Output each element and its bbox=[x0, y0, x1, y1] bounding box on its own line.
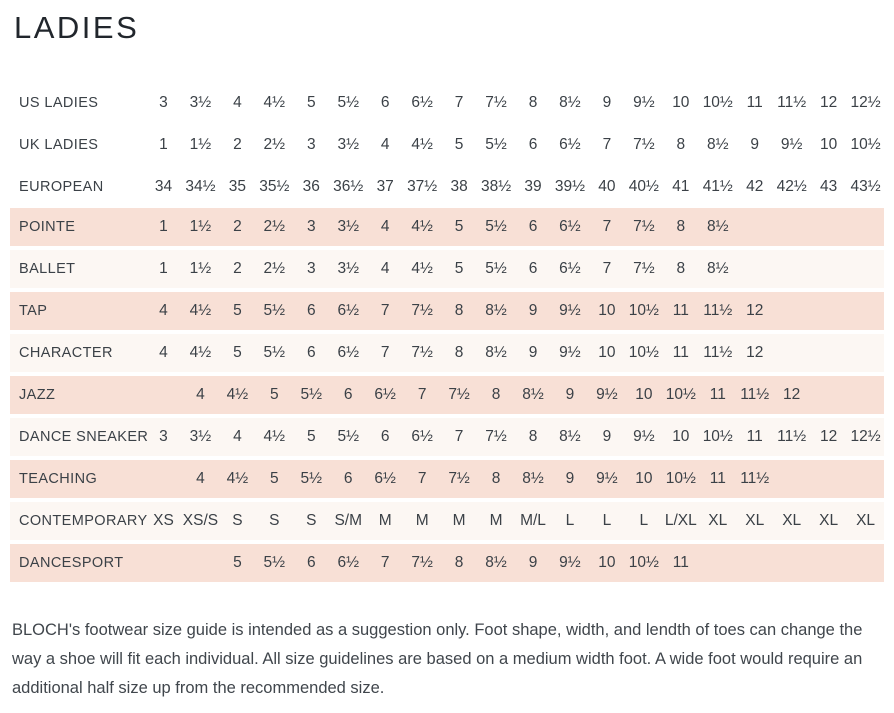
size-cell: 7½ bbox=[448, 386, 470, 403]
size-cell: 5 bbox=[454, 218, 464, 235]
size-cell: XL bbox=[819, 512, 839, 529]
size-cell: 5½ bbox=[337, 428, 360, 445]
size-cell: 11½ bbox=[740, 470, 770, 487]
size-cell: 8 bbox=[528, 94, 538, 111]
size-cell: 6½ bbox=[559, 136, 581, 153]
size-cell: 9 bbox=[565, 386, 575, 403]
size-cell: 2 bbox=[233, 260, 242, 277]
size-cell: 6½ bbox=[374, 386, 396, 403]
size-cell: 4 bbox=[159, 344, 168, 361]
size-cell: 8 bbox=[528, 428, 538, 445]
size-cell: 3½ bbox=[337, 218, 360, 235]
size-cell: 12 bbox=[820, 428, 838, 445]
size-cell: 5½ bbox=[300, 386, 323, 403]
size-cell: M bbox=[378, 512, 392, 529]
size-cell: 3½ bbox=[189, 428, 212, 445]
size-cell: 35½ bbox=[259, 178, 290, 195]
row-label: TAP bbox=[19, 303, 48, 319]
size-cell: 10 bbox=[820, 136, 838, 153]
size-cell: 6½ bbox=[411, 428, 433, 445]
size-cell: L bbox=[602, 512, 612, 529]
size-cell: 9 bbox=[528, 344, 538, 361]
size-cell: 7½ bbox=[485, 428, 507, 445]
table-row bbox=[10, 124, 884, 166]
size-cell: 8½ bbox=[559, 94, 581, 111]
size-cell: 6½ bbox=[337, 344, 360, 361]
size-cell: 40½ bbox=[628, 178, 659, 195]
size-cell: 8½ bbox=[706, 136, 729, 153]
size-cell: L bbox=[639, 512, 649, 529]
size-cell: 9½ bbox=[559, 302, 581, 319]
size-cell: 7½ bbox=[411, 344, 433, 361]
size-cell: 7½ bbox=[448, 470, 470, 487]
row-label: CHARACTER bbox=[19, 345, 113, 361]
size-cell: 10 bbox=[598, 344, 616, 361]
size-cell: 12½ bbox=[850, 94, 881, 111]
size-cell: 4 bbox=[233, 428, 242, 445]
size-cell: 4½ bbox=[263, 428, 286, 445]
size-cell: S bbox=[232, 512, 243, 529]
row-label: DANCE SNEAKER bbox=[19, 429, 149, 445]
size-cell: 8 bbox=[454, 554, 464, 571]
size-cell: 7½ bbox=[411, 554, 433, 571]
size-cell: 36 bbox=[302, 178, 320, 195]
table-row bbox=[10, 292, 884, 330]
row-label: POINTE bbox=[19, 219, 76, 235]
size-cell: 9½ bbox=[559, 344, 581, 361]
size-cell: 6 bbox=[528, 218, 538, 235]
size-cell: 6 bbox=[343, 386, 353, 403]
size-cell: 9½ bbox=[559, 554, 581, 571]
size-cell: 39 bbox=[524, 178, 542, 195]
row-label: TEACHING bbox=[19, 471, 98, 487]
size-cell: 10 bbox=[672, 94, 690, 111]
size-cell: 7 bbox=[602, 260, 612, 277]
size-cell: 4 bbox=[380, 218, 390, 235]
size-cell: 5 bbox=[233, 302, 242, 319]
size-cell: 8½ bbox=[706, 260, 729, 277]
size-cell: 9½ bbox=[596, 386, 618, 403]
size-cell: 8½ bbox=[485, 344, 507, 361]
size-cell: 1 bbox=[159, 136, 168, 153]
size-cell: S/M bbox=[334, 512, 363, 529]
size-cell: 1 bbox=[159, 218, 168, 235]
size-cell: 4½ bbox=[189, 344, 212, 361]
size-cell: 6 bbox=[306, 344, 316, 361]
size-cell: 34 bbox=[154, 178, 173, 195]
table-row bbox=[10, 82, 884, 124]
size-cell: 7½ bbox=[633, 136, 655, 153]
size-cell: 7 bbox=[454, 428, 464, 445]
size-cell: 7 bbox=[602, 136, 612, 153]
size-cell: 8½ bbox=[522, 386, 544, 403]
size-cell: 9½ bbox=[780, 136, 803, 153]
size-cell: 5 bbox=[233, 344, 242, 361]
size-cell: 5½ bbox=[263, 302, 286, 319]
size-cell: 3½ bbox=[337, 260, 360, 277]
size-cell: 4 bbox=[380, 136, 390, 153]
size-cell: 6½ bbox=[337, 302, 360, 319]
table-row bbox=[10, 460, 884, 498]
size-cell: 10 bbox=[635, 470, 653, 487]
size-cell: 4 bbox=[233, 94, 242, 111]
page-title: LADIES bbox=[14, 10, 140, 45]
size-cell: 4½ bbox=[226, 386, 249, 403]
size-cell: 6 bbox=[528, 136, 538, 153]
size-cell: 3 bbox=[306, 260, 316, 277]
size-cell: 5 bbox=[306, 428, 316, 445]
size-cell: 2½ bbox=[263, 136, 286, 153]
size-cell: XS/S bbox=[182, 512, 219, 529]
size-cell: 42 bbox=[746, 178, 764, 195]
size-cell: 3 bbox=[159, 94, 168, 111]
size-cell: 5½ bbox=[485, 260, 507, 277]
size-cell: 6 bbox=[306, 302, 316, 319]
size-cell: 10 bbox=[672, 428, 690, 445]
size-cell: 8½ bbox=[706, 218, 729, 235]
size-cell: 12 bbox=[820, 94, 838, 111]
table-row bbox=[10, 502, 884, 540]
size-cell: 37 bbox=[376, 178, 394, 195]
size-cell: 10½ bbox=[665, 386, 696, 403]
size-cell: XL bbox=[782, 512, 802, 529]
table-row bbox=[10, 166, 884, 208]
size-cell: 9 bbox=[602, 428, 612, 445]
size-cell: 4½ bbox=[263, 94, 286, 111]
size-cell: 5 bbox=[233, 554, 242, 571]
size-cell: 6 bbox=[380, 94, 390, 111]
size-cell: M bbox=[415, 512, 429, 529]
size-cell: M/L bbox=[520, 512, 546, 529]
size-cell: 43½ bbox=[850, 178, 881, 195]
size-cell: XL bbox=[708, 512, 728, 529]
size-cell: 5 bbox=[270, 386, 279, 403]
size-cell: 38½ bbox=[480, 178, 512, 195]
size-cell: 12½ bbox=[850, 428, 881, 445]
table-row bbox=[10, 334, 884, 372]
size-cell: 10½ bbox=[850, 136, 881, 153]
size-cell: 8½ bbox=[559, 428, 581, 445]
row-label: US LADIES bbox=[19, 95, 99, 111]
size-cell: 11½ bbox=[740, 386, 770, 403]
size-cell: 11 bbox=[709, 470, 726, 487]
size-cell: 8 bbox=[491, 470, 501, 487]
size-cell: 9½ bbox=[633, 428, 655, 445]
size-cell: 5½ bbox=[300, 470, 323, 487]
size-cell: 11 bbox=[672, 554, 689, 571]
size-cell: 10½ bbox=[702, 428, 733, 445]
size-cell: 6 bbox=[343, 470, 353, 487]
size-cell: 12 bbox=[746, 344, 764, 361]
size-cell: 4½ bbox=[411, 260, 433, 277]
size-cell: 11 bbox=[746, 428, 763, 445]
size-cell: 43 bbox=[820, 178, 838, 195]
size-cell: 9 bbox=[602, 94, 612, 111]
size-cell: 6½ bbox=[411, 94, 433, 111]
size-cell: 7 bbox=[417, 470, 427, 487]
size-cell: 7½ bbox=[411, 302, 433, 319]
size-cell: 6½ bbox=[559, 260, 581, 277]
size-cell: 7 bbox=[380, 344, 390, 361]
row-label: EUROPEAN bbox=[19, 179, 104, 195]
size-cell: 10½ bbox=[628, 302, 659, 319]
size-cell: S bbox=[306, 512, 317, 529]
size-cell: 11½ bbox=[777, 94, 807, 111]
size-cell: 37½ bbox=[407, 178, 438, 195]
size-cell: 10 bbox=[598, 554, 616, 571]
size-cell: 4½ bbox=[189, 302, 212, 319]
size-cell: 9½ bbox=[596, 470, 618, 487]
row-label: UK LADIES bbox=[19, 137, 99, 153]
size-cell: 40 bbox=[598, 178, 616, 195]
size-cell: 10½ bbox=[628, 344, 659, 361]
size-cell: 7 bbox=[417, 386, 427, 403]
size-cell: 8½ bbox=[485, 302, 507, 319]
size-cell: 2½ bbox=[263, 218, 286, 235]
size-cell: 8 bbox=[676, 136, 686, 153]
size-cell: 5½ bbox=[263, 344, 286, 361]
size-cell: 3 bbox=[159, 428, 168, 445]
row-label: JAZZ bbox=[19, 387, 56, 403]
size-cell: 10½ bbox=[702, 94, 733, 111]
size-cell: 1½ bbox=[189, 136, 212, 153]
size-cell: 4 bbox=[380, 260, 390, 277]
size-cell: 39½ bbox=[554, 178, 586, 195]
size-cell: 11 bbox=[746, 94, 763, 111]
size-cell: 1½ bbox=[189, 218, 212, 235]
size-cell: 7½ bbox=[485, 94, 507, 111]
size-cell: 11 bbox=[709, 386, 726, 403]
row-label: DANCESPORT bbox=[19, 555, 124, 571]
size-cell: 10½ bbox=[628, 554, 659, 571]
size-cell: 4 bbox=[196, 386, 205, 403]
size-cell: 34½ bbox=[185, 178, 216, 195]
size-cell: 7 bbox=[454, 94, 464, 111]
size-cell: XL bbox=[856, 512, 876, 529]
size-cell: 11½ bbox=[703, 344, 733, 361]
size-cell: 5 bbox=[306, 94, 316, 111]
size-cell: 2 bbox=[233, 218, 242, 235]
size-cell: 36½ bbox=[333, 178, 364, 195]
size-cell: 3½ bbox=[189, 94, 212, 111]
size-cell: 11½ bbox=[703, 302, 733, 319]
size-cell: 8 bbox=[676, 260, 686, 277]
size-cell: 6 bbox=[528, 260, 538, 277]
size-cell: 5½ bbox=[485, 136, 507, 153]
size-cell: 2½ bbox=[263, 260, 286, 277]
size-cell: M bbox=[489, 512, 503, 529]
size-cell: 6 bbox=[306, 554, 316, 571]
size-cell: 8½ bbox=[522, 470, 544, 487]
size-chart-table bbox=[10, 82, 884, 582]
size-cell: 8 bbox=[491, 386, 501, 403]
size-cell: 11 bbox=[672, 344, 689, 361]
size-cell: 1½ bbox=[189, 260, 212, 277]
size-cell: 3½ bbox=[337, 136, 360, 153]
size-cell: 6½ bbox=[337, 554, 360, 571]
size-cell: 38 bbox=[450, 178, 468, 195]
size-cell: 5½ bbox=[263, 554, 286, 571]
size-cell: 35 bbox=[228, 178, 246, 195]
size-cell: 2 bbox=[233, 136, 242, 153]
size-cell: 8 bbox=[454, 302, 464, 319]
size-cell: 41 bbox=[672, 178, 690, 195]
size-cell: 7½ bbox=[633, 218, 655, 235]
table-row bbox=[10, 544, 884, 582]
size-cell: 9 bbox=[565, 470, 575, 487]
size-cell: 9 bbox=[528, 554, 538, 571]
size-cell: 6½ bbox=[374, 470, 396, 487]
size-cell: 3 bbox=[306, 218, 316, 235]
size-cell: 41½ bbox=[702, 178, 733, 195]
size-cell: 5 bbox=[454, 260, 464, 277]
row-label: BALLET bbox=[19, 261, 76, 277]
size-cell: 10½ bbox=[665, 470, 696, 487]
size-cell: 12 bbox=[746, 302, 764, 319]
table-row bbox=[10, 208, 884, 246]
size-guide-disclaimer: BLOCH's footwear size guide is intended as a suggestion only. Foot shape, width, and lendth of toes can change the way a shoe will fit each individual. All size guidelines are based on a medium width foot. A wide foot would require an additional half size up from the recommended size. bbox=[12, 621, 863, 697]
size-cell: 3 bbox=[306, 136, 316, 153]
size-cell: 5½ bbox=[337, 94, 360, 111]
size-cell: S bbox=[269, 512, 280, 529]
size-cell: 11 bbox=[672, 302, 689, 319]
size-cell: 9 bbox=[528, 302, 538, 319]
size-cell: XS bbox=[153, 512, 174, 529]
size-cell: 7½ bbox=[633, 260, 655, 277]
size-cell: 8½ bbox=[485, 554, 507, 571]
table-row bbox=[10, 250, 884, 288]
size-cell: 9½ bbox=[633, 94, 655, 111]
size-cell: 1 bbox=[159, 260, 168, 277]
size-cell: 5 bbox=[270, 470, 279, 487]
size-cell: 12 bbox=[783, 386, 801, 403]
size-cell: 8 bbox=[676, 218, 686, 235]
size-cell: 42½ bbox=[776, 178, 807, 195]
size-cell: 5 bbox=[454, 136, 464, 153]
size-cell: L bbox=[565, 512, 575, 529]
size-cell: 7 bbox=[380, 554, 390, 571]
size-cell: L/XL bbox=[664, 512, 697, 529]
table-row bbox=[10, 376, 884, 414]
size-cell: 6 bbox=[380, 428, 390, 445]
size-cell: 7 bbox=[602, 218, 612, 235]
size-cell: 4½ bbox=[411, 136, 433, 153]
size-cell: 4½ bbox=[411, 218, 433, 235]
size-cell: 5½ bbox=[485, 218, 507, 235]
size-cell: 11½ bbox=[777, 428, 807, 445]
row-label: CONTEMPORARY bbox=[19, 513, 148, 529]
size-cell: 4 bbox=[159, 302, 168, 319]
size-cell: 4½ bbox=[226, 470, 249, 487]
size-cell: 9 bbox=[750, 136, 760, 153]
size-cell: 7 bbox=[380, 302, 390, 319]
size-cell: M bbox=[452, 512, 466, 529]
size-cell: XL bbox=[745, 512, 765, 529]
size-cell: 6½ bbox=[559, 218, 581, 235]
size-cell: 10 bbox=[598, 302, 616, 319]
size-cell: 10 bbox=[635, 386, 653, 403]
table-row bbox=[10, 418, 884, 456]
size-cell: 4 bbox=[196, 470, 205, 487]
size-cell: 8 bbox=[454, 344, 464, 361]
